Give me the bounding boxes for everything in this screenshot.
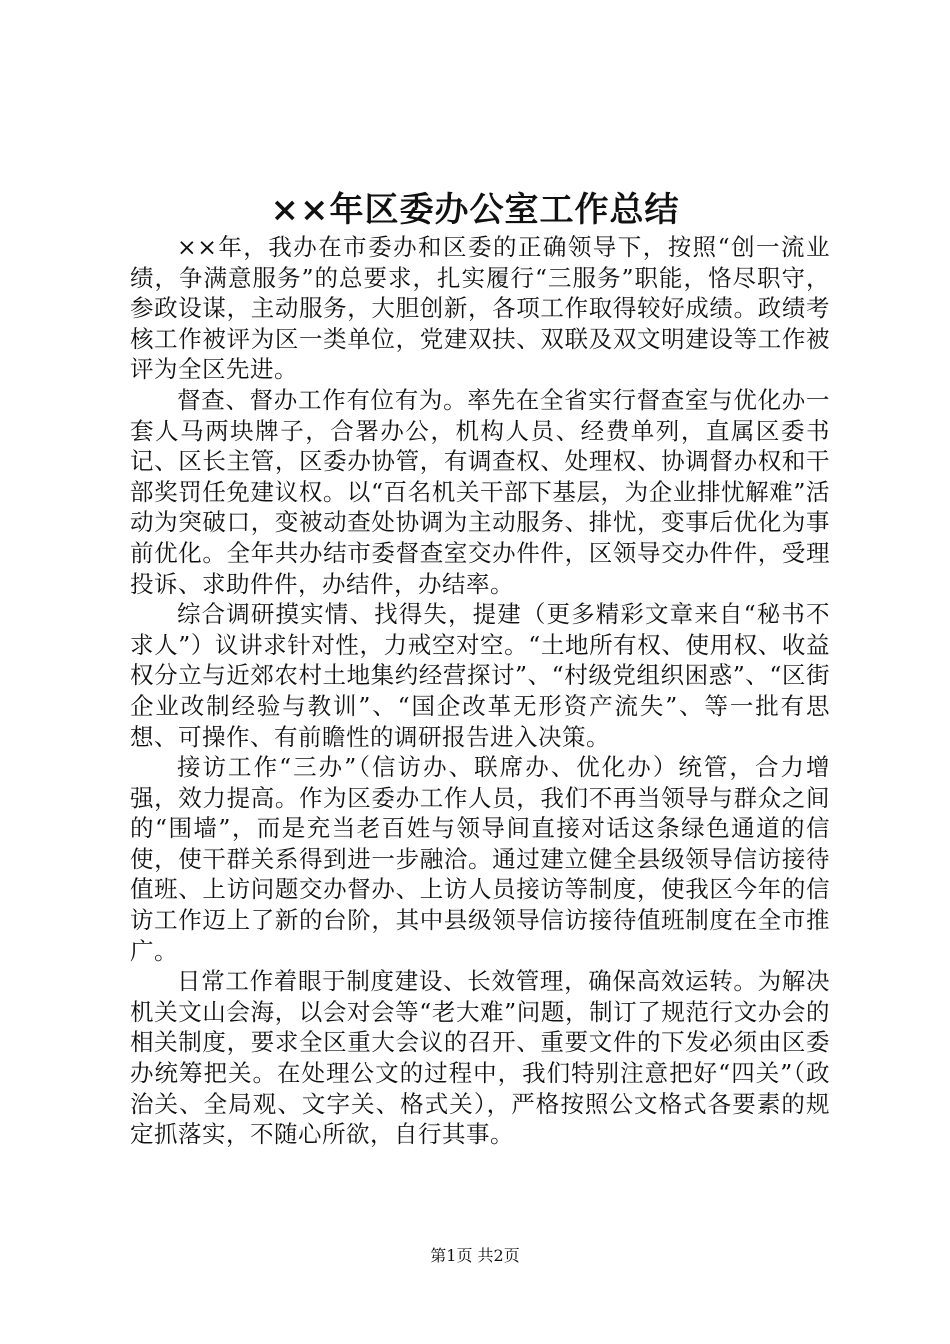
paragraph-3: 综合调研摸实情、找得失，提建（更多精彩文章来自“秘书不求人”）议讲求针对性，力戒空对空。“土地所有权、使用权、收益权分立与近郊农村土地集约经营探讨”、“村级党组织困惑”、“区街企业改制经验与教训”、“国企改革无形资产流失”、等一批有思想、可操作、有前瞻性的调研报告进入决策。 [130, 600, 830, 751]
document-body [130, 232, 830, 1150]
document-title: ××年区委办公室工作总结 [270, 190, 680, 230]
paragraph-4: 接访工作“三办”（信访办、联席办、优化办）统管，合力增强，效力提高。作为区委办工作人员，我们不再当领导与群众之间的“围墙”，而是充当老百姓与领导间直接对话这条绿色通道的信使，使干群关系得到进一步融洽。通过建立健全县级领导信访接待值班、上访问题交办督办、上访人员接访等制度，使我区今年的信访工作迈上了新的台阶，其中县级领导信访接待值班制度在全市推广。 [130, 753, 830, 965]
paragraph-1: ××年，我办在市委办和区委的正确领导下，按照“创一流业绩，争满意服务”的总要求，扎实履行“三服务”职能，恪尽职守，参政设谋，主动服务，大胆创新，各项工作取得较好成绩。政绩考核工作被评为区一类单位，党建双扶、双联及双文明建设等工作被评为全区先进。 [130, 233, 830, 384]
paragraph-2: 督查、督办工作有位有为。率先在全省实行督查室与优化办一套人马两块牌子，合署办公，机构人员、经费单列，直属区委书记、区长主管，区委办协管，有调查权、处理权、协调督办权和干部奖罚任免建议权。以“百名机关干部下基层，为企业排忧解难”活动为突破口，变被动查处协调为主动服务、排忧，变事后优化为事前优化。全年共办结市委督查室交办件件，区领导交办件件，受理投诉、求助件件，办结件，办结率。 [130, 385, 830, 598]
page-footer: 第1页 共2页 [430, 1246, 520, 1265]
paragraph-5: 日常工作着眼于制度建设、长效管理，确保高效运转。为解决机关文山会海，以会对会等“老大难”问题，制订了规范行文办会的相关制度，要求全区重大会议的召开、重要文件的下发必须由区委办统筹把关。在处理公文的过程中，我们特别注意把好“四关”（政治关、全局观、文字关、格式关），严格按照公文格式各要素的规定抓落实，不随心所欲，自行其事。 [130, 967, 830, 1149]
